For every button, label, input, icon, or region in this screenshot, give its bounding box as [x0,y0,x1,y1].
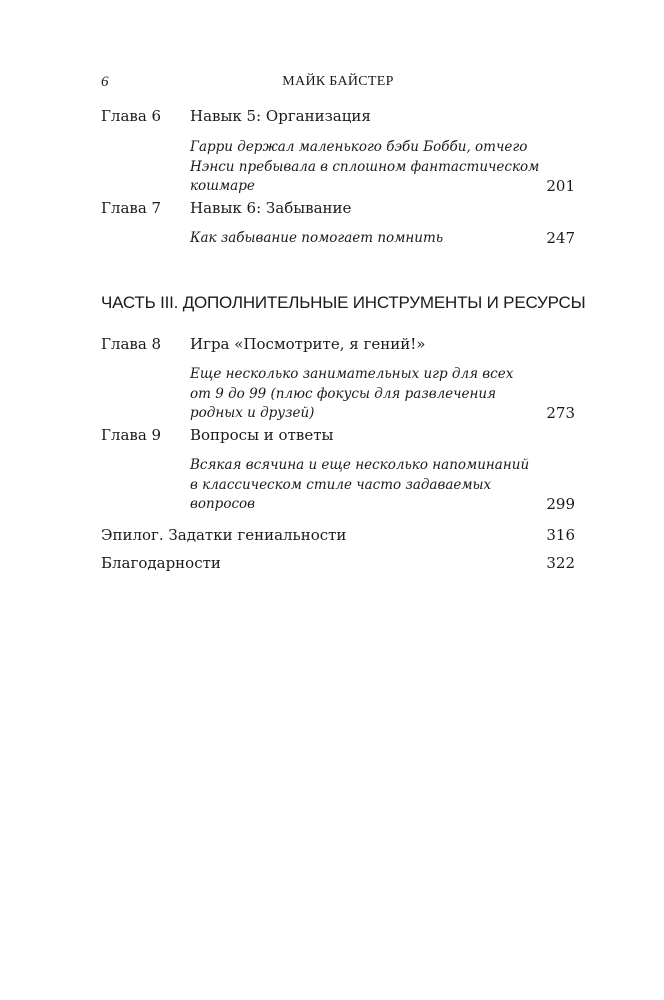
chapter-description [190,365,575,424]
page-ref: 299 [546,495,575,513]
description-line: вопросов [190,496,255,512]
toc-entry-epilogue [101,526,575,548]
description-line: в классическом стиле часто задаваемых [190,476,492,493]
chapter-title: Вопросы и ответы [190,426,334,444]
description-line: кошмаре [190,178,255,194]
description-line: Как забывание помогает помнить [190,230,444,246]
chapter-heading-row [101,107,575,129]
page-ref: 247 [546,229,575,247]
chapter-description [190,138,575,197]
chapter-label: Глава 9 [101,426,162,444]
page-ref: 316 [546,526,575,544]
chapter-label: Глава 7 [101,199,162,217]
chapter-label: Глава 6 [101,107,162,125]
part-heading: ЧАСТЬ III. ДОПОЛНИТЕЛЬНЫЕ ИНСТРУМЕНТЫ И РЕСУРСЫ [101,293,586,312]
chapter-title: Навык 5: Организация [190,107,371,125]
chapter-heading-row [101,199,575,221]
toc-entry-chapter-6 [101,107,575,197]
entry-title: Эпилог. Задатки гениальности [101,526,347,544]
description-line: от 9 до 99 (плюс фокусы для развлечения [190,385,497,402]
running-head [101,74,575,94]
page-number: 6 [101,74,109,90]
chapter-description [190,456,575,515]
chapter-title: Игра «Посмотрите, я гений!» [190,335,426,353]
toc-entry-acknowledgements [101,554,575,576]
book-author: МАЙК БАЙСТЕР [282,74,394,89]
chapter-label: Глава 8 [101,335,162,353]
page-ref: 273 [546,404,575,422]
page-ref: 201 [546,177,575,195]
description-line: Всякая всячина и еще несколько напоминаний [190,457,530,473]
chapter-heading-row [101,335,575,357]
page-ref: 322 [546,554,575,572]
description-line: Гарри держал маленького бэби Бобби, отчего [190,139,528,155]
chapter-heading-row [101,426,575,448]
toc-entry-chapter-7 [101,199,575,249]
chapter-title: Навык 6: Забывание [190,199,352,217]
entry-title: Благодарности [101,554,221,572]
description-line: родных и друзей) [190,405,315,421]
toc-entry-chapter-9 [101,426,575,515]
toc-entry-chapter-8 [101,335,575,424]
description-line: Еще несколько занимательных игр для всех [190,366,514,382]
description-line: Нэнси пребывала в сплошном фантастическом [190,158,540,175]
chapter-description [190,229,575,249]
